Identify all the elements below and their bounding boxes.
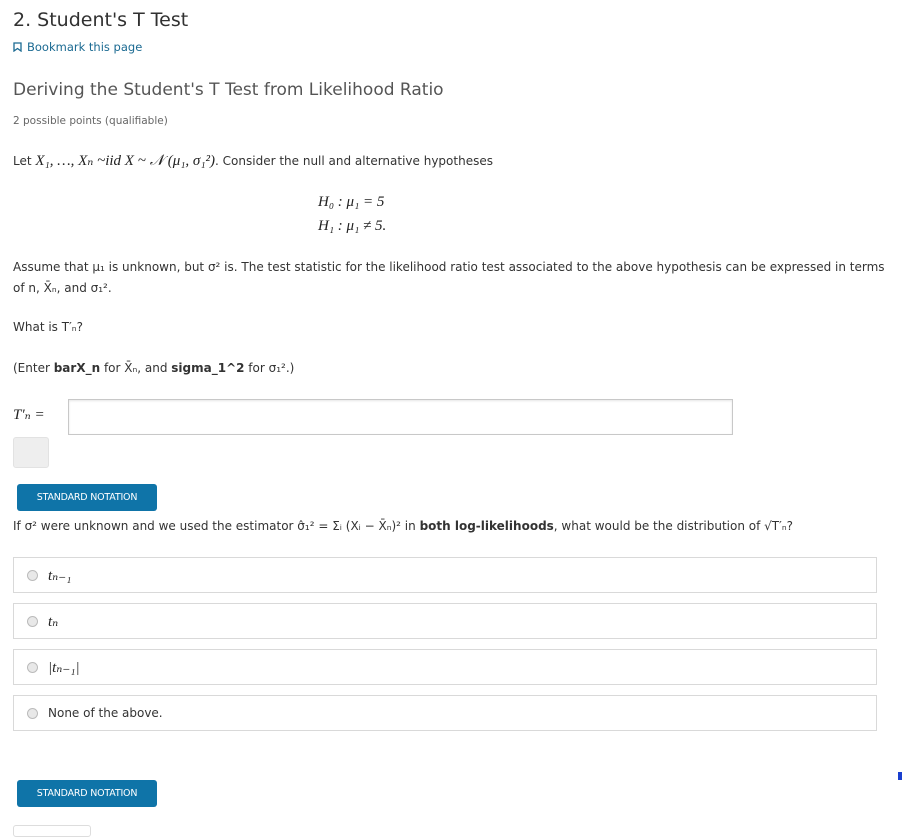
option-label: |tₙ₋₁| bbox=[48, 659, 80, 676]
preview-box bbox=[13, 437, 49, 468]
null-hypothesis: H₀ : μ₁ = 5 bbox=[318, 194, 385, 210]
page-title: 2. Student's T Test bbox=[13, 9, 189, 31]
option-t-n[interactable] bbox=[13, 603, 877, 639]
option-none[interactable] bbox=[13, 695, 877, 731]
answer-label: T′ₙ = bbox=[13, 407, 45, 423]
standard-notation-button[interactable]: STANDARD NOTATION bbox=[17, 484, 157, 511]
submit-button-partial[interactable] bbox=[13, 825, 91, 837]
bookmark-link[interactable] bbox=[13, 40, 142, 54]
bookmark-label: Bookmark this page bbox=[27, 40, 143, 54]
bookmark-icon bbox=[13, 42, 22, 52]
radio-button[interactable] bbox=[27, 708, 38, 719]
enter-hint: (Enter barX_n for X̄ₙ, and sigma_1^2 for σ₁².) bbox=[13, 361, 295, 375]
option-label: tₙ₋₁ bbox=[48, 567, 72, 584]
scroll-marker bbox=[898, 772, 902, 780]
assume-line-2: of n, X̄ₙ, and σ₁². bbox=[13, 281, 112, 295]
option-label: None of the above. bbox=[48, 706, 163, 720]
option-label: tₙ bbox=[48, 613, 59, 630]
option-t-n-minus-1[interactable] bbox=[13, 557, 877, 593]
option-abs-t-n-minus-1[interactable] bbox=[13, 649, 877, 685]
radio-button[interactable] bbox=[27, 570, 38, 581]
radio-button[interactable] bbox=[27, 616, 38, 627]
standard-notation-button-2[interactable]: STANDARD NOTATION bbox=[17, 780, 157, 807]
assume-line-1: Assume that μ₁ is unknown, but σ² is. The test statistic for the likelihood ratio test associated to the above hypothesis can be expressed in terms bbox=[13, 260, 885, 274]
question-text: What is T′ₙ? bbox=[13, 320, 83, 334]
radio-button[interactable] bbox=[27, 662, 38, 673]
intro-text: Let X₁, …, Xₙ ~iid X ~ 𝒩 (μ₁, σ₁²). Consider the null and alternative hypotheses bbox=[13, 153, 493, 169]
question-2-text: If σ² were unknown and we used the estimator σ̂₁² = Σᵢ (Xᵢ − X̄ₙ)² in both log-likelihoods, what would be the distribution of √T′ₙ? bbox=[13, 519, 793, 533]
alt-hypothesis: H₁ : μ₁ ≠ 5. bbox=[318, 218, 387, 234]
problem-title: Deriving the Student's T Test from Likelihood Ratio bbox=[13, 80, 444, 100]
points-text: 2 possible points (qualifiable) bbox=[13, 115, 168, 127]
answer-input[interactable] bbox=[68, 399, 733, 435]
